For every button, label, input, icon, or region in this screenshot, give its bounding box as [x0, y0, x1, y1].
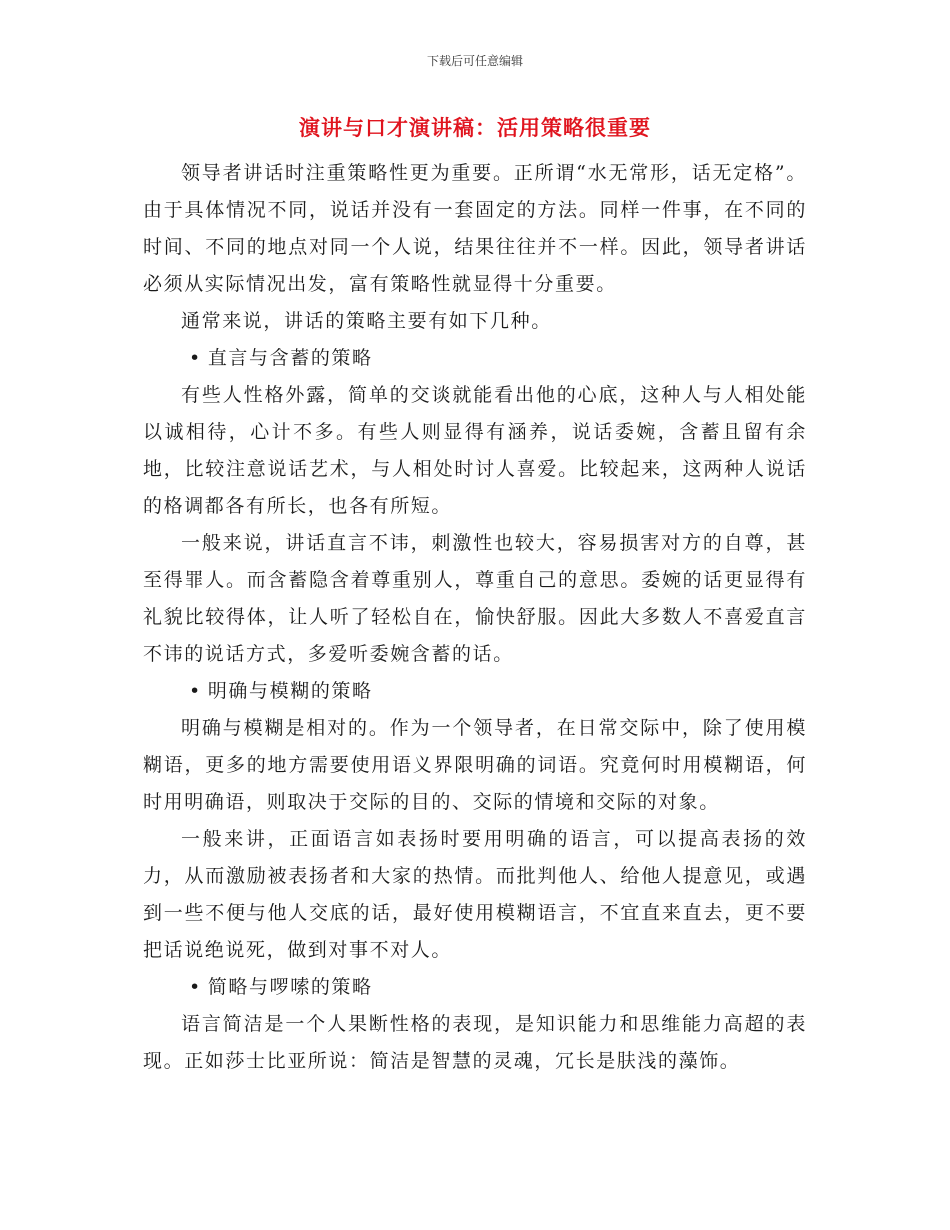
section-heading-text: 简略与啰嗦的策略	[207, 976, 373, 998]
header-note: 下载后可任意编辑	[426, 54, 523, 68]
section-heading	[143, 673, 807, 710]
paragraph: 明确与模糊是相对的。作为一个领导者，在日常交际中，除了使用模糊语，更多的地方需要使用语义界限明确的词语。究竟何时用模糊语，何时用明确语，则取决于交际的目的、交际的情境和交际的对象。	[143, 717, 807, 813]
section-heading	[143, 340, 807, 377]
paragraph: 一般来讲，正面语言如表扬时要用明确的语言，可以提高表扬的效力，从而激励被表扬者和大家的热情。而批判他人、给他人提意见，或遇到一些不便与他人交底的话，最好使用模糊语言，不宜直来直去，更不要把话说绝说死，做到对事不对人。	[143, 828, 807, 961]
section-heading-text: 直言与含蓄的策略	[207, 347, 373, 369]
bullet-dot-icon: •	[189, 976, 202, 998]
bullet-dot-icon: •	[189, 680, 202, 702]
section-heading-text: 明确与模糊的策略	[207, 680, 373, 702]
paragraph: 一般来说，讲话直言不讳，刺激性也较大，容易损害对方的自尊，甚至得罪人。而含蓄隐含着尊重别人，尊重自己的意思。委婉的话更显得有礼貌比较得体，让人听了轻松自在，愉快舒服。因此大多数人不喜爱直言不讳的说话方式，多爱听委婉含蓄的话。	[143, 532, 807, 665]
paragraph: 有些人性格外露，简单的交谈就能看出他的心底，这种人与人相处能以诚相待，心计不多。有些人则显得有涵养，说话委婉，含蓄且留有余地，比较注意说话艺术，与人相处时讨人喜爱。比较起来，这两种人说话的格调都各有所长，也各有所短。	[143, 384, 807, 517]
bullet-dot-icon: •	[189, 347, 202, 369]
section-heading	[143, 969, 807, 1006]
paragraph: 语言简洁是一个人果断性格的表现，是知识能力和思维能力高超的表现。正如莎士比亚所说：简洁是智慧的灵魂，冗长是肤浅的藻饰。	[143, 1013, 807, 1072]
document-body	[143, 155, 807, 1080]
page-title: 演讲与口才演讲稿：活用策略很重要	[299, 116, 651, 140]
paragraph: 领导者讲话时注重策略性更为重要。正所谓“水无常形，话无定格”。由于具体情况不同，说话并没有一套固定的方法。同样一件事，在不同的时间、不同的地点对同一个人说，结果往往并不一样。因此，领导者讲话必须从实际情况出发，富有策略性就显得十分重要。	[143, 162, 807, 295]
paragraph: 通常来说，讲话的策略主要有如下几种。	[181, 310, 552, 332]
